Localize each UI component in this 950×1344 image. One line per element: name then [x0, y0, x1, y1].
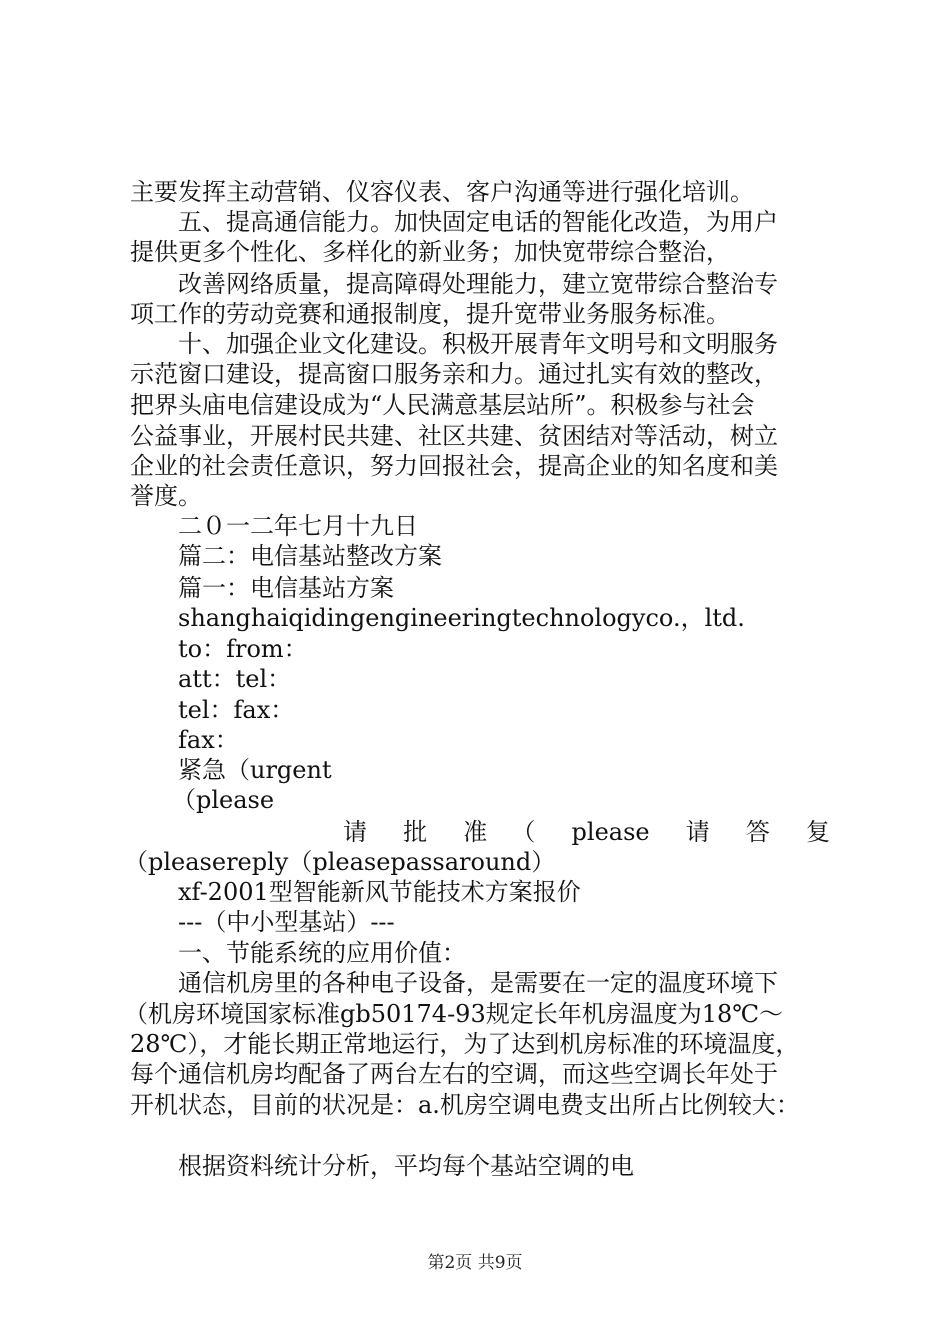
- text-line: （please: [172, 786, 275, 814]
- text-line: ---（中小型基站）---: [178, 908, 395, 936]
- text-line: 十、加强企业文化建设。积极开展青年文明号和文明服务: [178, 330, 778, 358]
- text-line: 28℃），才能长期正常地运行，为了达到机房标准的环境温度，: [130, 1030, 800, 1058]
- text-line: 誉度。: [130, 482, 202, 510]
- text-line: （pleasereply（pleasepassaround）: [124, 848, 556, 876]
- text-line: 开机状态，目前的状况是：a.机房空调电费支出所占比例较大：: [130, 1091, 800, 1119]
- text-line: 根据资料统计分析，平均每个基站空调的电: [178, 1152, 634, 1180]
- text-line: 主要发挥主动营销、仪容仪表、客户沟通等进行强化培训。: [130, 178, 754, 206]
- text-line: 项工作的劳动竞赛和通报制度，提升宽带业务服务标准。: [130, 300, 730, 328]
- text-line: xf-2001型智能新风节能技术方案报价: [178, 878, 581, 906]
- fax-field-line: att：tel：: [178, 665, 292, 693]
- text-line: 示范窗口建设，提高窗口服务亲和力。通过扎实有效的整改，: [130, 360, 778, 388]
- fax-field-line: tel：fax：: [178, 696, 295, 724]
- text-line: 通信机房里的各种电子设备，是需要在一定的温度环境下: [178, 969, 778, 997]
- page-footer: 第2页 共9页: [427, 1253, 523, 1273]
- fax-field-line: to：from：: [178, 635, 308, 663]
- date-line: 二０一二年七月十九日: [178, 512, 418, 540]
- text-line: （机房环境国家标准gb50174-93规定长年机房温度为18℃～: [124, 1000, 784, 1028]
- text-line: 企业的社会责任意识，努力回报社会，提高企业的知名度和美: [130, 452, 778, 480]
- company-name: shanghaiqidingengineeringtechnologyco.，ltd.: [178, 604, 745, 632]
- text-line: 紧急（urgent: [178, 756, 332, 784]
- text-line: 把界头庙电信建设成为“人民满意基层站所”。积极参与社会: [130, 391, 755, 419]
- text-line: 每个通信机房均配备了两台左右的空调，而这些空调长年处于: [130, 1060, 778, 1088]
- fax-field-line: fax：: [178, 726, 239, 754]
- text-line: 五、提高通信能力。加快固定电话的智能化改造，为用户: [178, 208, 778, 236]
- section-heading: 篇二：电信基站整改方案: [178, 542, 442, 570]
- text-line: 请 批 准 （ please 请 答 复: [343, 818, 830, 846]
- text-line: 提供更多个性化、多样化的新业务；加快宽带综合整治，: [130, 238, 730, 266]
- section-heading: 一、节能系统的应用价值：: [178, 939, 466, 967]
- section-heading: 篇一：电信基站方案: [178, 574, 394, 602]
- text-line: 改善网络质量，提高障碍处理能力，建立宽带综合整治专: [178, 270, 778, 298]
- text-line: 公益事业，开展村民共建、社区共建、贫困结对等活动，树立: [130, 422, 778, 450]
